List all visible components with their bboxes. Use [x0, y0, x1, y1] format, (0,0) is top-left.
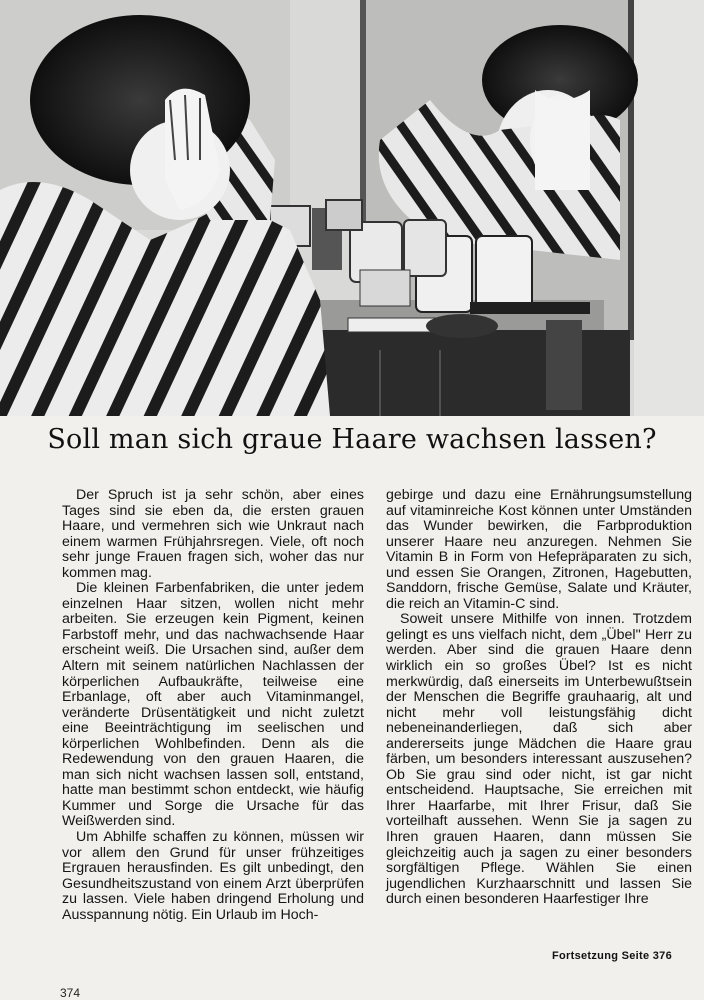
article-photo: [0, 0, 704, 416]
article-column-left: [62, 488, 364, 923]
page-number: 374: [60, 986, 81, 1000]
continued-note: Fortsetzung Seite 376: [552, 950, 672, 962]
article-column-right: [386, 488, 692, 908]
article-title: Soll man sich graue Haare wachsen lassen?: [47, 424, 657, 455]
paragraph: Soweit unsere Mithilfe von innen. Trotzdem gelingt es uns vielfach nicht, dem „Übel" Herr zu werden. Aber sind die grauen Haare denn wirklich ein so großes Übel? Ist es nicht merkwürdig, daß einerseits im Unterbewußtsein der Menschen die Begriffe grauhaarig, alt und nicht mehr voll leistungsfähig dicht nebeneinanderliegen, daß sich aber andererseits junge Mädchen die Haare grau färben, um besonders interessant auszusehen? Ob Sie grau sind oder nicht, ist gar nicht entscheidend. Hauptsache, Sie erreichen mit Ihrer Haarfarbe, mit Ihrer Frisur, daß Sie vorteilhaft aussehen. Wenn Sie ja sagen zu Ihren grauen Haaren, dann müssen Sie gleichzeitig auch ja sagen zu einer besonders sorgfältigen Pflege. Wählen Sie einen jugendlichen Kurzhaarschnitt und lassen Sie durch einen besonderen Haarfestiger Ihre: [386, 611, 692, 908]
paragraph: gebirge und dazu eine Ernährungsumstellung auf vitaminreiche Kost können unter Umständen das Wunder bewirken, die Farbproduktion unserer Haare neu anzuregen. Nehmen Sie Vitamin B in Form von Hefepräparaten zu sich, und essen Sie Orangen, Zitronen, Hagebutten, Sanddorn, frische Gemüse, Salate und Kräuter, die reich an Vitamin-C sind.: [386, 487, 692, 612]
paragraph: Um Abhilfe schaffen zu können, müssen wir vor allem den Grund für unser frühzeitiges Ergrauen herausfinden. Es gilt unbedingt, den Gesundheitszustand von einem Arzt überprüfen zu lassen. Viele haben dringend Erholung und Ausspannung nötig. Ein Urlaub im Hoch-: [62, 829, 364, 923]
paragraph: Der Spruch ist ja sehr schön, aber eines Tages sind sie eben da, die ersten grauen Haare, und vermehren sich wie Unkraut nach einem warmen Frühjahrsregen. Viele, oft noch sehr junge Frauen fragen sich, woher das nur kommen mag.: [62, 487, 364, 581]
paragraph: Die kleinen Farbenfabriken, die unter jedem einzelnen Haar sitzen, wollen nicht mehr arbeiten. Sie erzeugen kein Pigment, keinen Farbstoff mehr, und das nachwachsende Haar erscheint weiß. Die Ursachen sind, außer dem Altern mit seinem natürlichen Nachlassen der körperlichen Aufbaukräfte, teilweise eine Erbanlage, oft aber auch Vitaminmangel, veränderte Drüsentätigkeit und nicht zuletzt eine Beeinträchtigung im seelischen und körperlichen Wohlbefinden. Denn als die Redewendung von den grauen Haaren, die man sich nicht wachsen lassen soll, entstand, hatte man bestimmt schon entdeckt, wie häufig Kummer und Sorge die Ursache für das Weißwerden sind.: [62, 580, 364, 830]
